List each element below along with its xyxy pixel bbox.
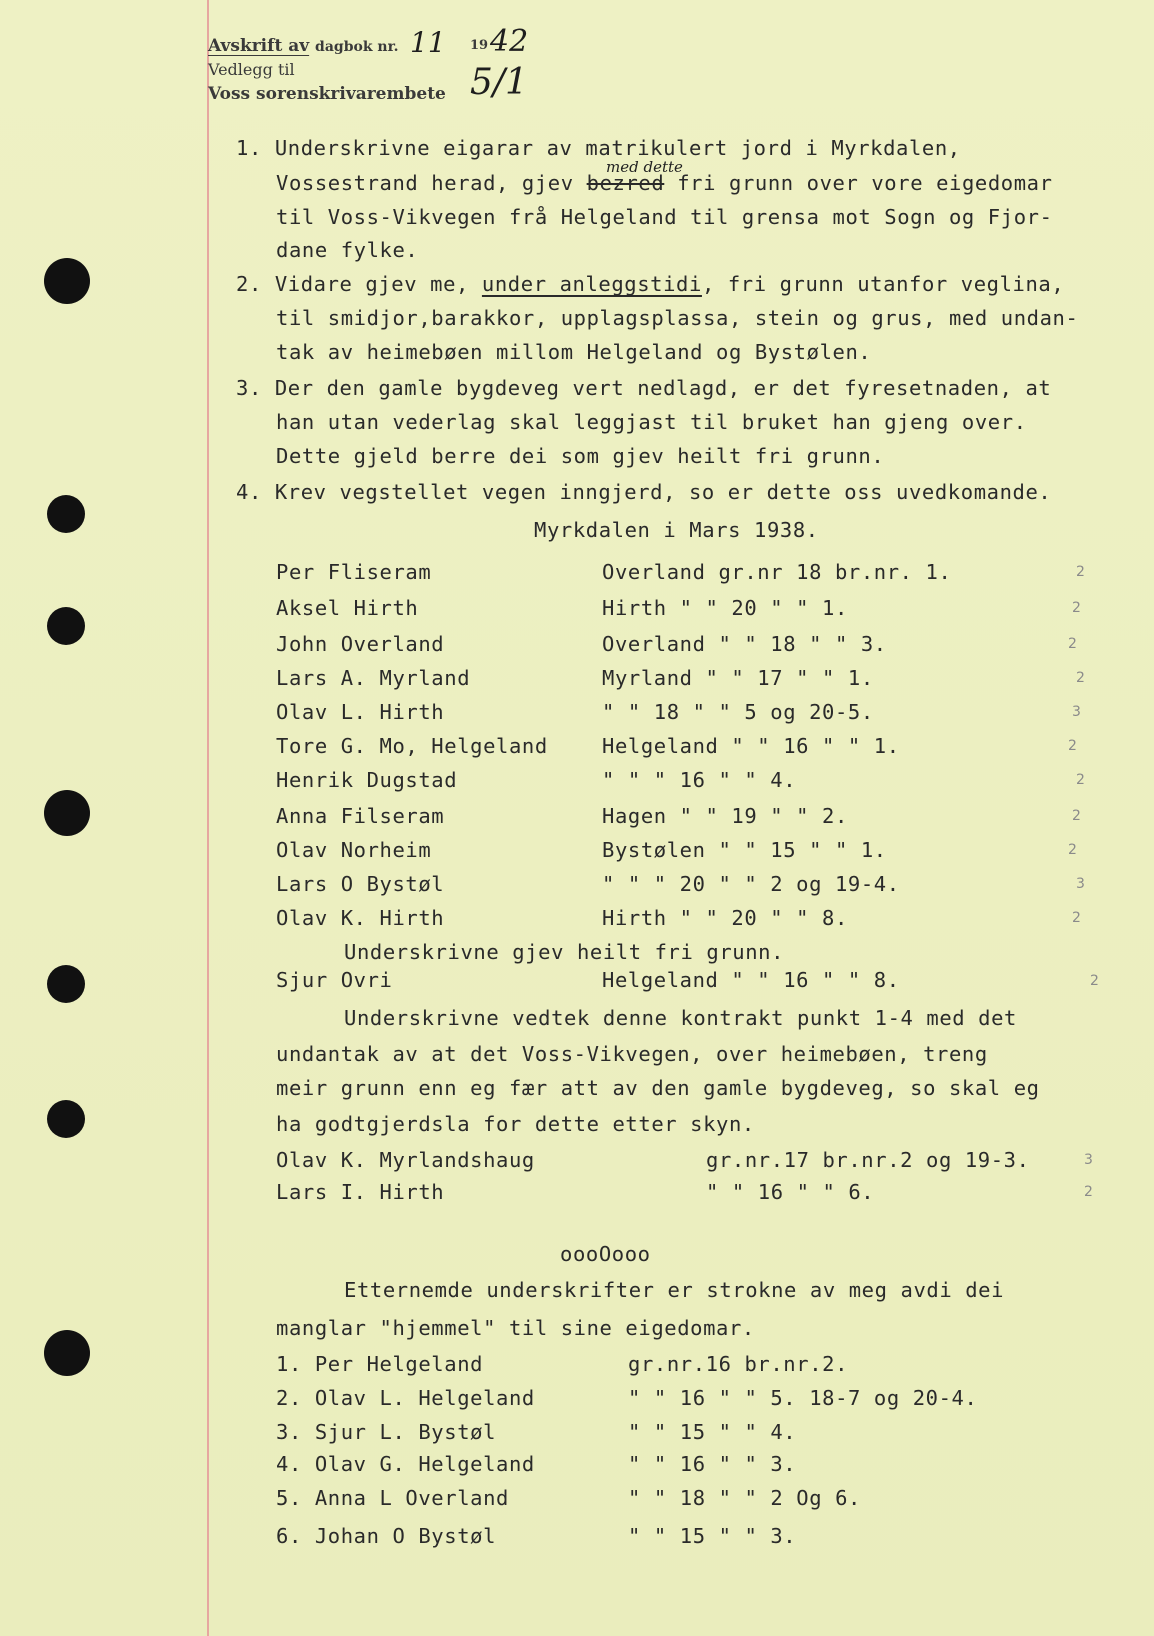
signatory-name: Anna Filseram xyxy=(276,804,445,828)
clause-2-line-1: 2. Vidare gjev me, under anleggstidi, fri grunn utanfor veglina, xyxy=(236,272,1065,296)
margin-rule xyxy=(207,0,209,1636)
clause-3-line-3: Dette gjeld berre dei som gjev heilt fri grunn. xyxy=(276,444,885,468)
signatory-farm: " " " 20 " " 2 og 19-4. xyxy=(602,872,900,896)
stamp-year-prefix: 19 xyxy=(470,38,489,53)
struck-farm: " " 15 " " 3. xyxy=(628,1524,797,1548)
clause-3-line-1: 3. Der den gamle bygdeveg vert nedlagd, er det fyresetnaden, at xyxy=(236,376,1052,400)
clause-1-line-3: til Voss-Vikvegen frå Helgeland til grensa mot Sogn og Fjor- xyxy=(276,205,1053,229)
struck-word: bezred xyxy=(586,171,665,195)
margin-mark: 3 xyxy=(1076,876,1085,892)
struck-farm: " " 15 " " 4. xyxy=(628,1420,797,1444)
handwritten-number: 11 xyxy=(410,26,446,59)
signatory-name: Aksel Hirth xyxy=(276,596,419,620)
punch-hole xyxy=(47,607,85,645)
signatory-farm: Bystølen " " 15 " " 1. xyxy=(602,838,887,862)
handwritten-year: 42 xyxy=(490,24,529,59)
struck-farm: " " 16 " " 3. xyxy=(628,1452,797,1476)
clause-1-line-4: dane fylke. xyxy=(276,238,419,262)
separator: oooOooo xyxy=(560,1242,651,1266)
punch-hole xyxy=(47,495,85,533)
signatory-name: Henrik Dugstad xyxy=(276,768,458,792)
struck-note-line-1: Etternemde underskrifter er strokne av meg avdi dei xyxy=(344,1278,1005,1302)
margin-mark: 2 xyxy=(1076,772,1085,788)
signatory-farm: " " " 16 " " 4. xyxy=(602,768,797,792)
sjur-name: Sjur Ovri xyxy=(276,968,393,992)
struck-note-line-2: manglar "hjemmel" til sine eigedomar. xyxy=(276,1316,755,1340)
margin-mark: 3 xyxy=(1072,704,1081,720)
exception-line-2: undantak av at det Voss-Vikvegen, over heimebøen, treng xyxy=(276,1042,988,1066)
signatory-farm: Helgeland " " 16 " " 1. xyxy=(602,734,900,758)
signatory-farm: Overland gr.nr 18 br.nr. 1. xyxy=(602,560,952,584)
signatory-name: Lars A. Myrland xyxy=(276,666,471,690)
struck-name: 3. Sjur L. Bystøl xyxy=(276,1420,497,1444)
struck-name: 1. Per Helgeland xyxy=(276,1352,484,1376)
punch-hole xyxy=(44,258,90,304)
signatory-name: Olav Norheim xyxy=(276,838,432,862)
struck-name: 5. Anna L Overland xyxy=(276,1486,509,1510)
clause-2-line-3: tak av heimebøen millom Helgeland og Bystølen. xyxy=(276,340,872,364)
signatory-farm: Overland " " 18 " " 3. xyxy=(602,632,887,656)
sjur-farm: Helgeland " " 16 " " 8. xyxy=(602,968,900,992)
margin-mark: 2 xyxy=(1068,636,1077,652)
struck-farm: gr.nr.16 br.nr.2. xyxy=(628,1352,849,1376)
margin-mark: 2 xyxy=(1068,842,1077,858)
margin-mark: 2 xyxy=(1072,910,1081,926)
signatory-name: Tore G. Mo, Helgeland xyxy=(276,734,548,758)
signatory-name: Olav K. Myrlandshaug xyxy=(276,1148,535,1172)
punch-hole xyxy=(47,1100,85,1138)
clause-3-line-2: han utan vederlag skal leggjast til bruket han gjeng over. xyxy=(276,410,1027,434)
struck-name: 6. Johan O Bystøl xyxy=(276,1524,497,1548)
full-grant-note: Underskrivne gjev heilt fri grunn. xyxy=(344,940,785,964)
clause-4-line-1: 4. Krev vegstellet vegen inngjerd, so er dette oss uvedkomande. xyxy=(236,480,1052,504)
signatory-name: Lars I. Hirth xyxy=(276,1180,445,1204)
signatory-farm: Myrland " " 17 " " 1. xyxy=(602,666,874,690)
exception-line-1: Underskrivne vedtek denne kontrakt punkt 1-4 med det xyxy=(344,1006,1017,1030)
punch-hole xyxy=(47,965,85,1003)
struck-farm: " " 18 " " 2 Og 6. xyxy=(628,1486,861,1510)
margin-mark: 2 xyxy=(1068,738,1077,754)
date-line: Myrkdalen i Mars 1938. xyxy=(534,518,819,542)
handwritten-insert: med dette xyxy=(606,158,683,176)
stamp-line-1: Avskrift av dagbok nr. xyxy=(208,36,399,56)
margin-mark: 2 xyxy=(1084,1184,1093,1200)
margin-mark: 2 xyxy=(1076,670,1085,686)
margin-mark: 3 xyxy=(1084,1152,1093,1168)
handwritten-vedlegg: 5/1 xyxy=(470,62,528,103)
signatory-name: John Overland xyxy=(276,632,445,656)
punch-hole xyxy=(44,1330,90,1376)
exception-line-3: meir grunn enn eg fær att av den gamle bygdeveg, so skal eg xyxy=(276,1076,1040,1100)
margin-mark: 2 xyxy=(1072,600,1081,616)
signatory-name: Olav L. Hirth xyxy=(276,700,445,724)
signatory-farm: " " 16 " " 6. xyxy=(706,1180,875,1204)
signatory-farm: Hirth " " 20 " " 8. xyxy=(602,906,848,930)
exception-line-4: ha godtgjerdsla for dette etter skyn. xyxy=(276,1112,755,1136)
clause-1-line-2: Vossestrand herad, gjev bezred fri grunn over vore eigedomar xyxy=(276,171,1053,195)
stamp-line-2: Vedlegg til xyxy=(208,60,295,79)
punch-hole xyxy=(44,790,90,836)
signatory-name: Lars O Bystøl xyxy=(276,872,445,896)
signatory-name: Olav K. Hirth xyxy=(276,906,445,930)
clause-2-line-2: til smidjor,barakkor, upplagsplassa, stein og grus, med undan- xyxy=(276,306,1079,330)
margin-mark: 2 xyxy=(1072,808,1081,824)
struck-farm: " " 16 " " 5. 18-7 og 20-4. xyxy=(628,1386,978,1410)
signatory-farm: " " 18 " " 5 og 20-5. xyxy=(602,700,874,724)
margin-mark: 2 xyxy=(1076,564,1085,580)
stamp-line-3: Voss sorenskrivarembete xyxy=(208,84,446,104)
signatory-farm: Hirth " " 20 " " 1. xyxy=(602,596,848,620)
margin-mark: 2 xyxy=(1090,973,1099,989)
struck-name: 4. Olav G. Helgeland xyxy=(276,1452,535,1476)
signatory-farm: Hagen " " 19 " " 2. xyxy=(602,804,848,828)
clause-1-line-1: 1. Underskrivne eigarar av matrikulert jord i Myrkdalen, xyxy=(236,136,961,160)
struck-name: 2. Olav L. Helgeland xyxy=(276,1386,535,1410)
signatory-farm: gr.nr.17 br.nr.2 og 19-3. xyxy=(706,1148,1030,1172)
signatory-name: Per Fliseram xyxy=(276,560,432,584)
